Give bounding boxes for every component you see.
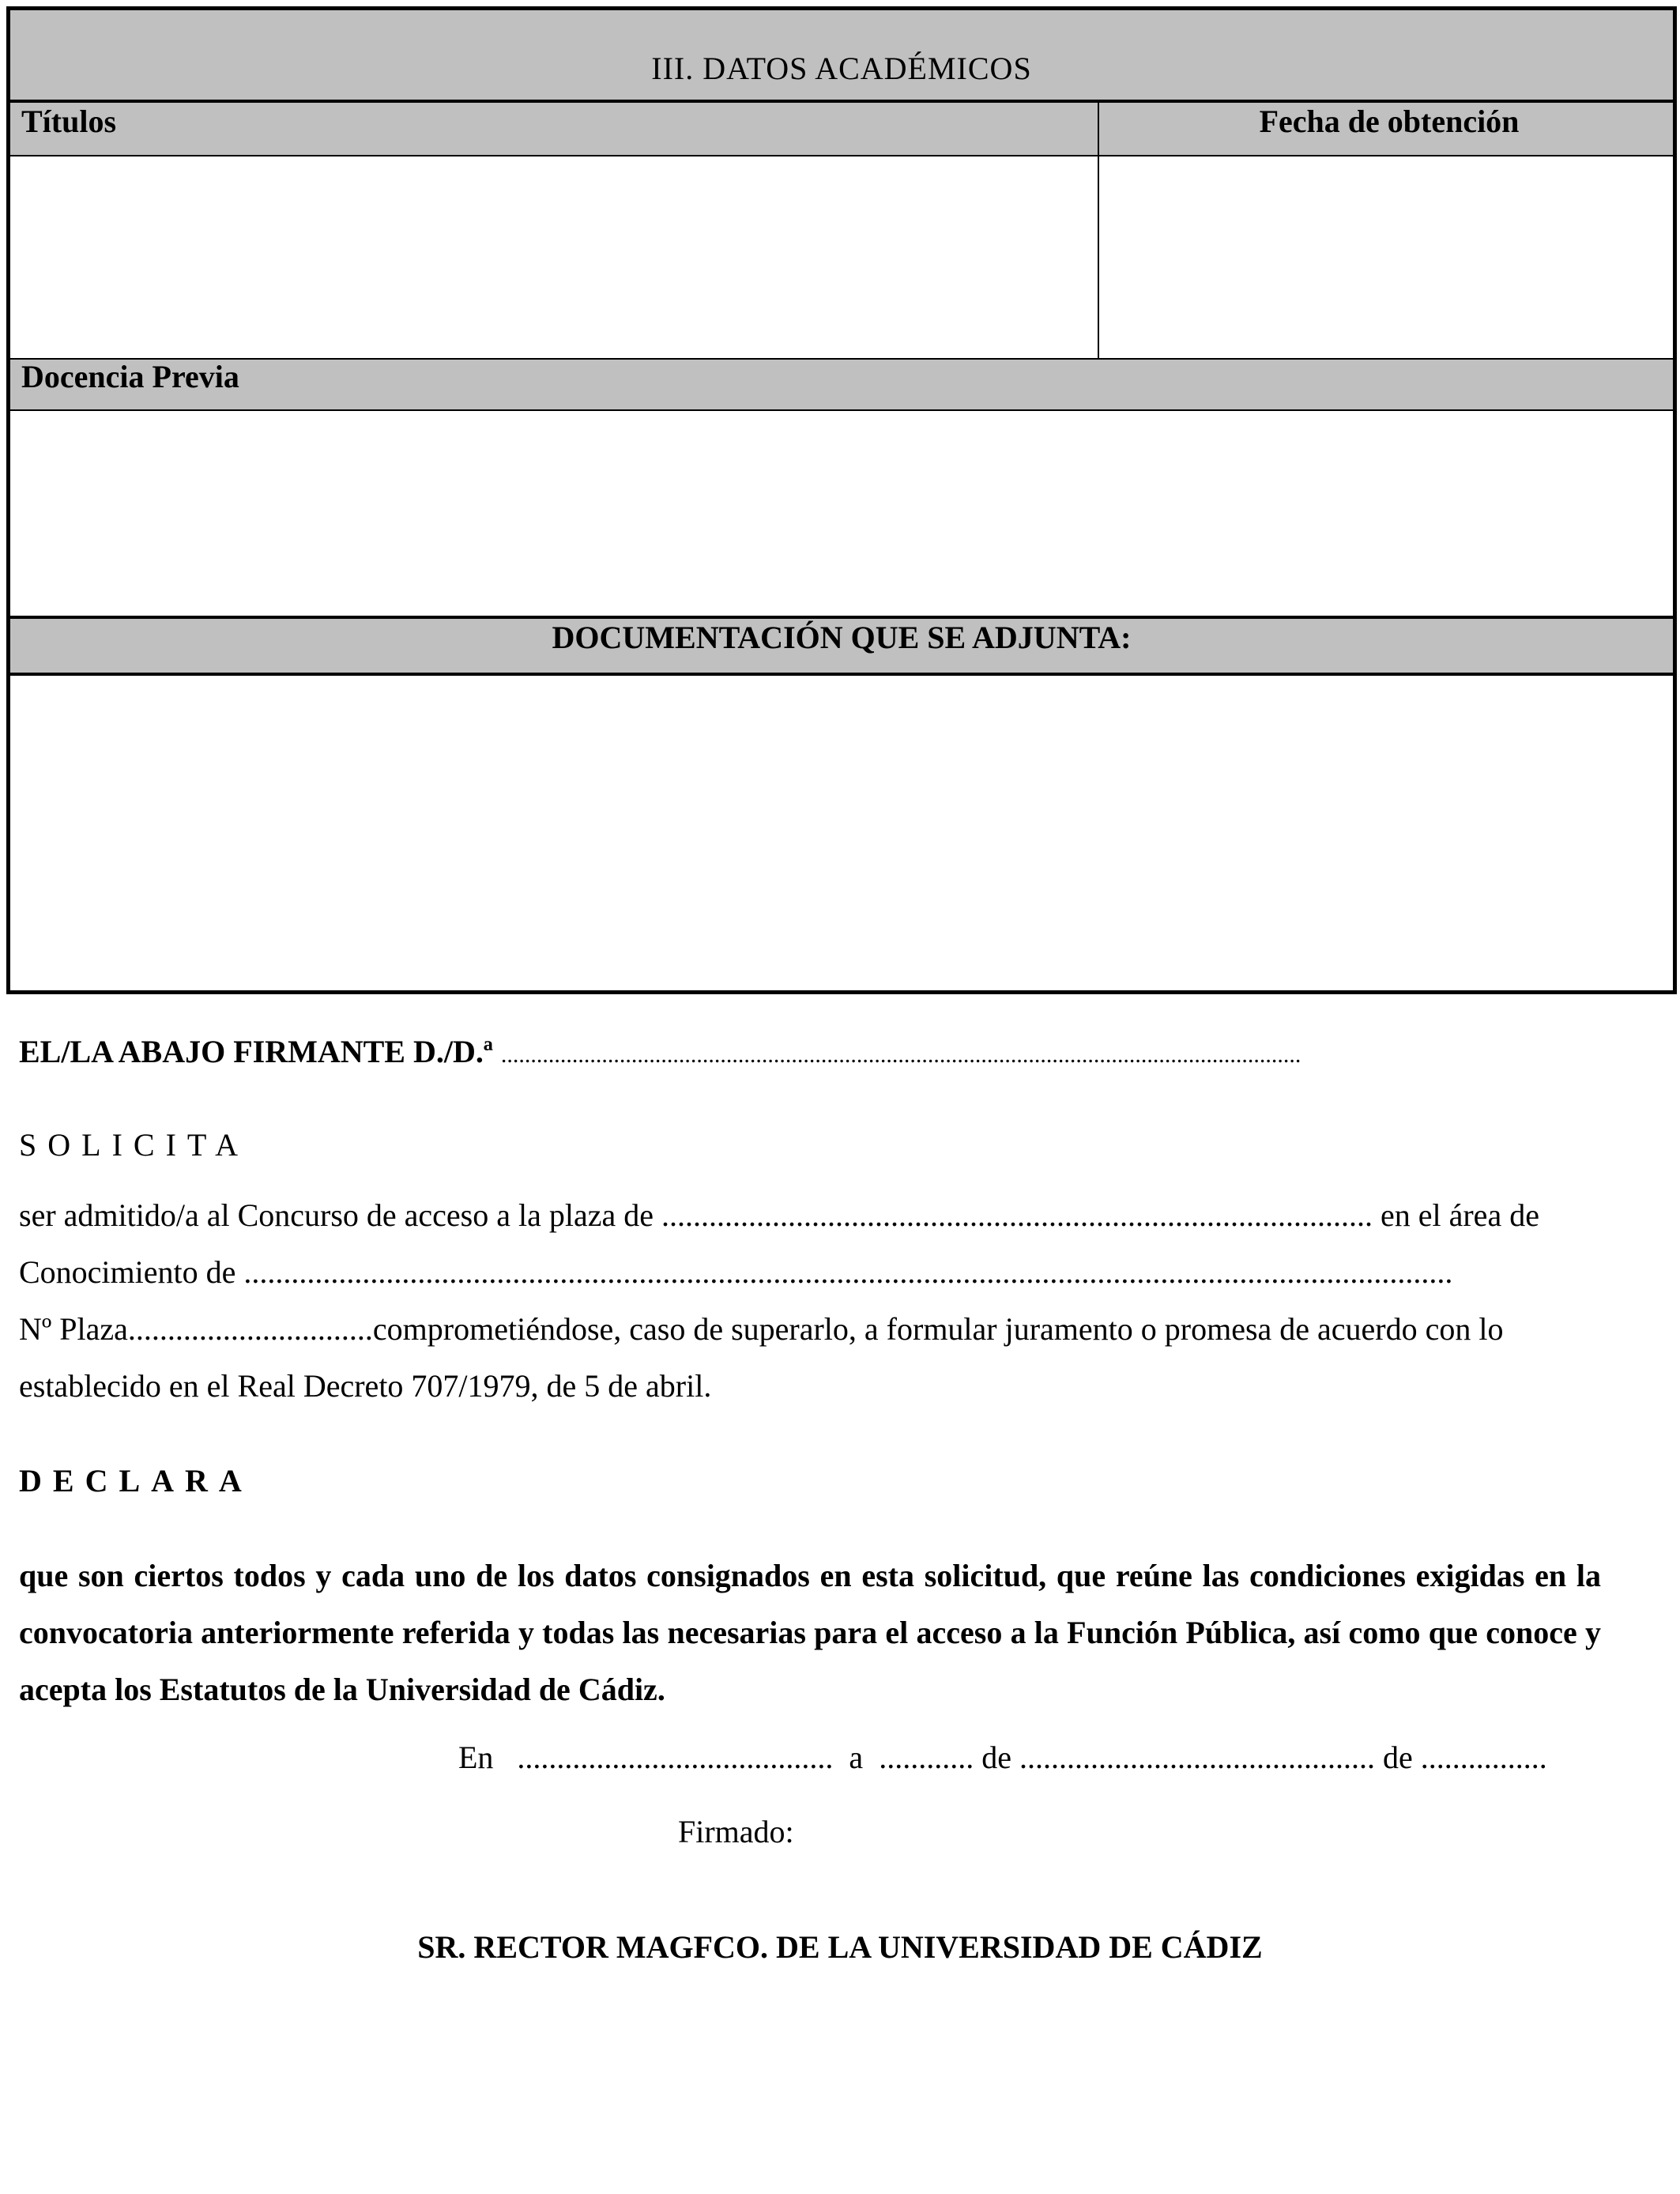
solicita-line-3: Nº Plaza...............................comprometiéndose, caso de superarlo, a formular juramento o promesa de acuerdo con lo: [19, 1311, 1504, 1347]
documentacion-field[interactable]: [10, 676, 1673, 990]
destinatario: SR. RECTOR MAGFCO. DE LA UNIVERSIDAD DE CÁDIZ: [417, 1929, 1263, 1965]
fecha-lugar-line[interactable]: En ........................................ a ............ de ............................................. de ................: [458, 1740, 1547, 1775]
declara-heading: DECLARA: [19, 1463, 253, 1498]
section-title: III. DATOS ACADÉMICOS: [651, 51, 1032, 86]
firmante-label: EL/LA ABAJO FIRMANTE D./D.ª: [19, 1034, 493, 1069]
firmante-line: [19, 1023, 1301, 1084]
column-header-fecha: Fecha de obtención: [1259, 104, 1520, 139]
solicita-line-1: ser admitido/a al Concurso de acceso a la plaza de .......................................................................................... en el área de: [19, 1197, 1539, 1233]
docencia-previa-label: Docencia Previa: [21, 359, 239, 394]
docencia-header-band: [10, 360, 1673, 409]
firmante-name-field[interactable]: .......................................................................................................................................: [500, 1042, 1301, 1068]
fecha-obtencion-field[interactable]: [1099, 156, 1673, 358]
solicita-line-2: Conocimiento de .........................................................................................................................................................: [19, 1254, 1453, 1290]
firmado-label: Firmado:: [678, 1814, 794, 1849]
column-header-titulos: Títulos: [21, 104, 117, 139]
solicita-line-4: establecido en el Real Decreto 707/1979, de 5 de abril.: [19, 1368, 712, 1404]
docencia-previa-field[interactable]: [10, 411, 1673, 616]
titulos-field[interactable]: [10, 156, 1098, 358]
documentacion-label: DOCUMENTACIÓN QUE SE ADJUNTA:: [552, 620, 1132, 655]
declara-body: que son ciertos todos y cada uno de los datos consignados en esta solicitud, que reúne las condiciones exigidas en la convocatoria anteriormente referida y todas las necesarias para el acceso a la Función Pública, así como que conoce y acepta los Estatutos de la Universidad de Cádiz.: [19, 1558, 1601, 1707]
academic-data-table: [6, 6, 1677, 994]
solicita-heading: SOLICITA: [19, 1127, 250, 1163]
